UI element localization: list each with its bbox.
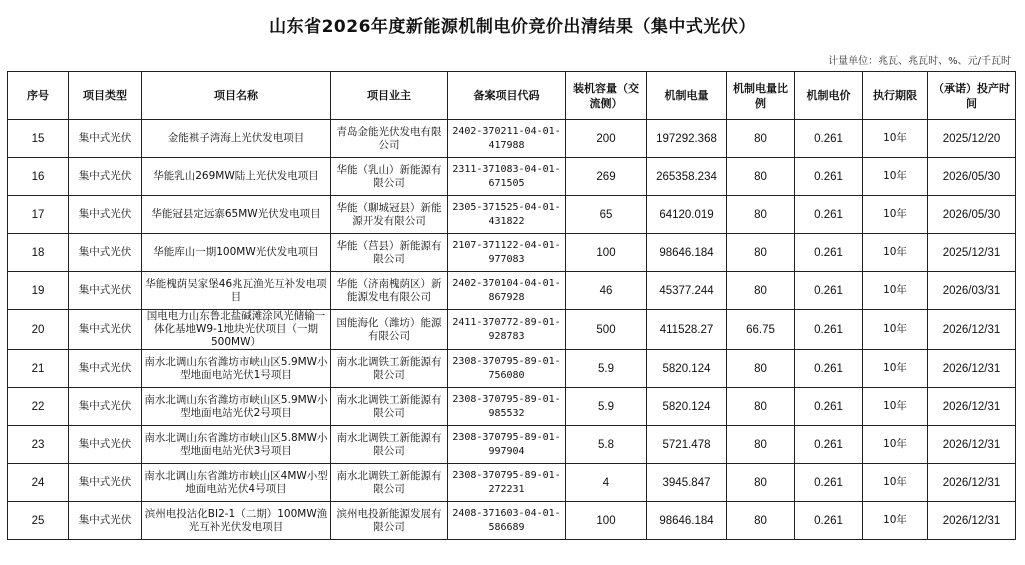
cell-name: 国电电力山东鲁北盐碱滩涂风光储输一体化基地W9-1地块光伏项目（一期500MW） xyxy=(142,310,331,350)
header-code: 备案项目代码 xyxy=(448,72,566,120)
cell-owner: 滨州电投新能源发展有限公司 xyxy=(331,502,448,540)
cell-energy: 265358.234 xyxy=(647,158,727,196)
cell-ratio: 80 xyxy=(727,272,795,310)
cell-ratio: 80 xyxy=(727,120,795,158)
cell-capacity: 4 xyxy=(566,464,647,502)
cell-price: 0.261 xyxy=(795,388,863,426)
cell-seq: 23 xyxy=(8,426,69,464)
cell-type: 集中式光伏 xyxy=(69,502,142,540)
cell-date: 2026/12/31 xyxy=(928,426,1016,464)
cell-period: 10年 xyxy=(863,158,928,196)
table-row xyxy=(8,310,1016,350)
cell-period: 10年 xyxy=(863,272,928,310)
table-row xyxy=(8,120,1016,158)
table-row xyxy=(8,426,1016,464)
page-title: 山东省2026年度新能源机制电价竞价出清结果（集中式光伏） xyxy=(269,17,756,37)
table-row xyxy=(8,350,1016,388)
cell-price: 0.261 xyxy=(795,158,863,196)
cell-code: 2402-370211-04-01-417988 xyxy=(448,120,566,158)
cell-type: 集中式光伏 xyxy=(69,196,142,234)
cell-price: 0.261 xyxy=(795,120,863,158)
cell-period: 10年 xyxy=(863,310,928,350)
cell-ratio: 80 xyxy=(727,158,795,196)
cell-type: 集中式光伏 xyxy=(69,426,142,464)
cell-ratio: 80 xyxy=(727,426,795,464)
cell-seq: 22 xyxy=(8,388,69,426)
cell-owner: 南水北调铁工新能源有限公司 xyxy=(331,464,448,502)
cell-type: 集中式光伏 xyxy=(69,464,142,502)
cell-capacity: 100 xyxy=(566,234,647,272)
cell-period: 10年 xyxy=(863,502,928,540)
cell-period: 10年 xyxy=(863,234,928,272)
cell-type: 集中式光伏 xyxy=(69,120,142,158)
cell-period: 10年 xyxy=(863,196,928,234)
cell-energy: 64120.019 xyxy=(647,196,727,234)
cell-price: 0.261 xyxy=(795,426,863,464)
cell-date: 2026/03/31 xyxy=(928,272,1016,310)
header-date: （承诺）投产时间 xyxy=(928,72,1016,120)
cell-name: 南水北调山东省潍坊市峡山区5.9MW小型地面电站光伏2号项目 xyxy=(142,388,331,426)
cell-ratio: 80 xyxy=(727,464,795,502)
cell-date: 2026/12/31 xyxy=(928,350,1016,388)
cell-type: 集中式光伏 xyxy=(69,234,142,272)
cell-energy: 411528.27 xyxy=(647,310,727,350)
cell-date: 2026/12/31 xyxy=(928,464,1016,502)
cell-energy: 3945.847 xyxy=(647,464,727,502)
cell-capacity: 500 xyxy=(566,310,647,350)
cell-name: 华能冠县定远寨65MW光伏发电项目 xyxy=(142,196,331,234)
cell-type: 集中式光伏 xyxy=(69,272,142,310)
results-table xyxy=(7,71,1016,540)
table-row xyxy=(8,158,1016,196)
header-price: 机制电价 xyxy=(795,72,863,120)
cell-price: 0.261 xyxy=(795,234,863,272)
cell-seq: 17 xyxy=(8,196,69,234)
cell-seq: 16 xyxy=(8,158,69,196)
cell-price: 0.261 xyxy=(795,310,863,350)
cell-ratio: 80 xyxy=(727,350,795,388)
cell-capacity: 5.9 xyxy=(566,388,647,426)
cell-type: 集中式光伏 xyxy=(69,350,142,388)
cell-period: 10年 xyxy=(863,120,928,158)
cell-ratio: 80 xyxy=(727,388,795,426)
cell-name: 南水北调山东省潍坊市峡山区5.8MW小型地面电站光伏3号项目 xyxy=(142,426,331,464)
cell-code: 2308-370795-89-01-272231 xyxy=(448,464,566,502)
cell-ratio: 80 xyxy=(727,502,795,540)
unit-note: 计量单位：兆瓦、兆瓦时、%、元/千瓦时 xyxy=(828,56,1011,67)
cell-ratio: 80 xyxy=(727,234,795,272)
header-owner: 项目业主 xyxy=(331,72,448,120)
cell-code: 2308-370795-89-01-985532 xyxy=(448,388,566,426)
table-row xyxy=(8,272,1016,310)
cell-name: 华能槐荫吴家堡46兆瓦渔光互补发电项目 xyxy=(142,272,331,310)
cell-energy: 98646.184 xyxy=(647,234,727,272)
cell-seq: 24 xyxy=(8,464,69,502)
cell-owner: 华能（济南槐荫区）新能源发电有限公司 xyxy=(331,272,448,310)
cell-price: 0.261 xyxy=(795,196,863,234)
cell-period: 10年 xyxy=(863,350,928,388)
cell-code: 2411-370772-89-01-928783 xyxy=(448,310,566,350)
cell-date: 2026/12/31 xyxy=(928,388,1016,426)
cell-energy: 98646.184 xyxy=(647,502,727,540)
header-ratio: 机制电量比例 xyxy=(727,72,795,120)
cell-price: 0.261 xyxy=(795,350,863,388)
cell-period: 10年 xyxy=(863,464,928,502)
cell-code: 2107-371122-04-01-977083 xyxy=(448,234,566,272)
cell-period: 10年 xyxy=(863,388,928,426)
cell-code: 2402-370104-04-01-867928 xyxy=(448,272,566,310)
cell-owner: 南水北调铁工新能源有限公司 xyxy=(331,388,448,426)
cell-seq: 15 xyxy=(8,120,69,158)
cell-seq: 19 xyxy=(8,272,69,310)
cell-owner: 华能（莒县）新能源有限公司 xyxy=(331,234,448,272)
header-capacity: 装机容量（交流侧） xyxy=(566,72,647,120)
cell-name: 华能库山一期100MW光伏发电项目 xyxy=(142,234,331,272)
table-row xyxy=(8,502,1016,540)
cell-code: 2311-371083-04-01-671505 xyxy=(448,158,566,196)
cell-capacity: 269 xyxy=(566,158,647,196)
cell-name: 南水北调山东省潍坊市峡山区4MW小型地面电站光伏4号项目 xyxy=(142,464,331,502)
table-header-row xyxy=(8,72,1016,120)
cell-owner: 南水北调铁工新能源有限公司 xyxy=(331,426,448,464)
cell-name: 滨州电投沾化BI2-1（二期）100MW渔光互补光伏发电项目 xyxy=(142,502,331,540)
cell-code: 2308-370795-89-01-997904 xyxy=(448,426,566,464)
table-row xyxy=(8,196,1016,234)
cell-code: 2305-371525-04-01-431822 xyxy=(448,196,566,234)
cell-date: 2026/05/30 xyxy=(928,158,1016,196)
cell-seq: 25 xyxy=(8,502,69,540)
cell-energy: 5820.124 xyxy=(647,350,727,388)
cell-capacity: 100 xyxy=(566,502,647,540)
cell-code: 2408-371603-04-01-586689 xyxy=(448,502,566,540)
cell-name: 华能乳山269MW陆上光伏发电项目 xyxy=(142,158,331,196)
cell-capacity: 46 xyxy=(566,272,647,310)
cell-price: 0.261 xyxy=(795,272,863,310)
cell-date: 2025/12/31 xyxy=(928,234,1016,272)
cell-energy: 5820.124 xyxy=(647,388,727,426)
cell-ratio: 66.75 xyxy=(727,310,795,350)
cell-type: 集中式光伏 xyxy=(69,310,142,350)
table-body xyxy=(8,120,1016,540)
cell-owner: 华能（聊城冠县）新能源开发有限公司 xyxy=(331,196,448,234)
cell-capacity: 5.8 xyxy=(566,426,647,464)
header-seq: 序号 xyxy=(8,72,69,120)
cell-date: 2026/12/31 xyxy=(928,310,1016,350)
cell-seq: 21 xyxy=(8,350,69,388)
cell-period: 10年 xyxy=(863,426,928,464)
cell-owner: 南水北调铁工新能源有限公司 xyxy=(331,350,448,388)
cell-price: 0.261 xyxy=(795,502,863,540)
cell-capacity: 65 xyxy=(566,196,647,234)
cell-type: 集中式光伏 xyxy=(69,158,142,196)
cell-code: 2308-370795-89-01-756080 xyxy=(448,350,566,388)
cell-seq: 20 xyxy=(8,310,69,350)
cell-date: 2026/05/30 xyxy=(928,196,1016,234)
header-type: 项目类型 xyxy=(69,72,142,120)
cell-name: 金能褀子湾海上光伏发电项目 xyxy=(142,120,331,158)
cell-owner: 国能海化（潍坊）能源有限公司 xyxy=(331,310,448,350)
header-name: 项目名称 xyxy=(142,72,331,120)
cell-price: 0.261 xyxy=(795,464,863,502)
cell-date: 2026/12/31 xyxy=(928,502,1016,540)
cell-date: 2025/12/20 xyxy=(928,120,1016,158)
header-period: 执行期限 xyxy=(863,72,928,120)
cell-capacity: 200 xyxy=(566,120,647,158)
cell-seq: 18 xyxy=(8,234,69,272)
cell-owner: 青岛金能光伏发电有限公司 xyxy=(331,120,448,158)
cell-type: 集中式光伏 xyxy=(69,388,142,426)
header-energy: 机制电量 xyxy=(647,72,727,120)
cell-ratio: 80 xyxy=(727,196,795,234)
table-row xyxy=(8,234,1016,272)
cell-energy: 197292.368 xyxy=(647,120,727,158)
cell-energy: 5721.478 xyxy=(647,426,727,464)
cell-name: 南水北调山东省潍坊市峡山区5.9MW小型地面电站光伏1号项目 xyxy=(142,350,331,388)
cell-owner: 华能（乳山）新能源有限公司 xyxy=(331,158,448,196)
cell-capacity: 5.9 xyxy=(566,350,647,388)
table-row xyxy=(8,464,1016,502)
cell-energy: 45377.244 xyxy=(647,272,727,310)
table-row xyxy=(8,388,1016,426)
